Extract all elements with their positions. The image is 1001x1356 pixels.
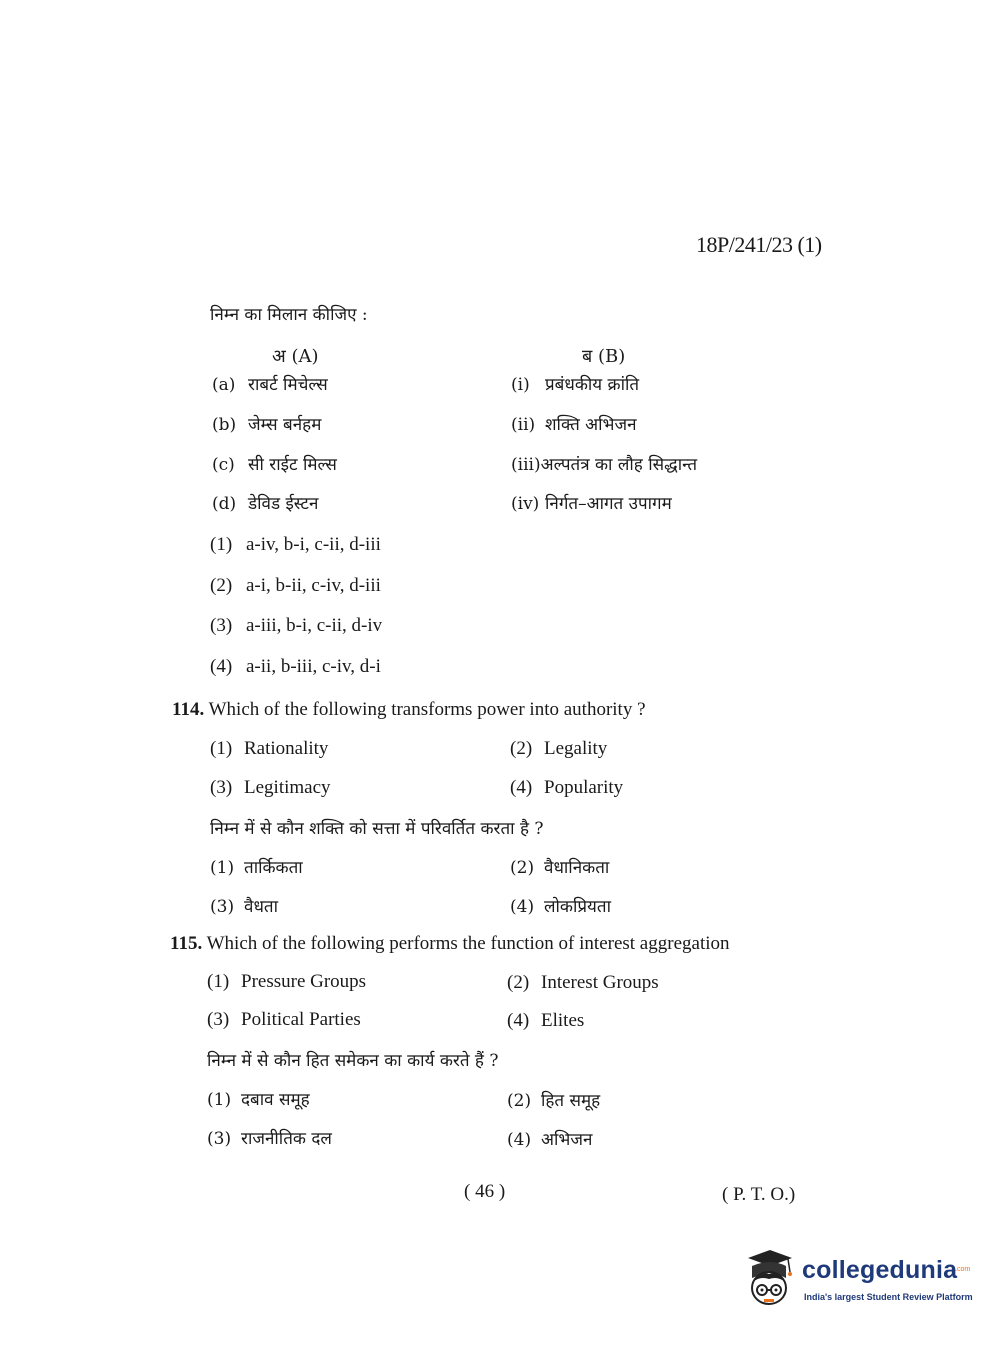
option-en: (1) Pressure Groups	[207, 971, 367, 992]
match-b-item: (ii) शक्ति अभिजन	[511, 415, 637, 435]
mascot-icon	[740, 1248, 800, 1310]
option-hi: (4) अभिजन	[507, 1130, 593, 1150]
option-hi: (2) वैधानिकता	[510, 858, 610, 878]
match-instruction: निम्न का मिलान कीजिए :	[210, 305, 368, 325]
column-b-heading: ब (B)	[582, 346, 626, 367]
option-en: (1) Rationality	[210, 738, 329, 759]
option-en: (3) Political Parties	[207, 1009, 361, 1030]
match-option: (2) a-i, b-ii, c-iv, d-iii	[210, 575, 381, 596]
match-option: (4) a-ii, b-iii, c-iv, d-i	[210, 656, 381, 677]
match-a-item: (c) सी राईट मिल्स	[212, 455, 337, 475]
question-115: 115. Which of the following performs the function of interest aggregation	[170, 933, 730, 954]
match-a-item: (d) डेविड ईस्टन	[212, 494, 319, 514]
match-option: (3) a-iii, b-i, c-ii, d-iv	[210, 615, 383, 636]
match-a-item: (a) राबर्ट मिचेल्स	[212, 375, 328, 395]
option-hi: (3) वैधता	[210, 897, 278, 917]
match-b-item: (iii)अल्पतंत्र का लौह सिद्धान्त	[511, 455, 698, 475]
option-en: (4) Popularity	[510, 777, 624, 798]
option-en: (4) Elites	[507, 1010, 585, 1031]
paper-code: 18P/241/23 (1)	[696, 232, 822, 257]
match-option: (1) a-iv, b-i, c-ii, d-iii	[210, 534, 381, 555]
option-hi: (3) राजनीतिक दल	[207, 1129, 332, 1149]
option-hi: (4) लोकप्रियता	[510, 897, 612, 917]
question-115-hindi: निम्न में से कौन हित समेकन का कार्य करते हैं ?	[207, 1051, 499, 1071]
logo-tagline: India's largest Student Review Platform	[804, 1292, 973, 1302]
match-b-item: (iv) निर्गत–आगत उपागम	[511, 494, 672, 514]
option-hi: (1) तार्किकता	[210, 858, 303, 878]
collegedunia-logo	[740, 1248, 973, 1318]
logo-suffix: .com	[955, 1266, 971, 1273]
option-hi: (1) दबाव समूह	[207, 1090, 310, 1110]
match-a-item: (b) जेम्स बर्नहम	[212, 415, 322, 435]
logo-wordmark: collegedunia	[802, 1256, 958, 1284]
option-en: (3) Legitimacy	[210, 777, 331, 798]
page-number: ( 46 )	[464, 1181, 506, 1202]
column-a-heading: अ (A)	[272, 346, 319, 367]
option-en: (2) Interest Groups	[507, 972, 659, 993]
question-114: 114. Which of the following transforms power into authority ?	[172, 699, 646, 720]
option-hi: (2) हित समूह	[507, 1091, 601, 1111]
question-114-hindi: निम्न में से कौन शक्ति को सत्ता में परिवर्तित करता है ?	[210, 819, 544, 839]
option-en: (2) Legality	[510, 738, 608, 759]
pto-label: ( P. T. O.)	[722, 1184, 796, 1205]
match-b-item: (i) प्रबंधकीय क्रांति	[511, 375, 640, 395]
